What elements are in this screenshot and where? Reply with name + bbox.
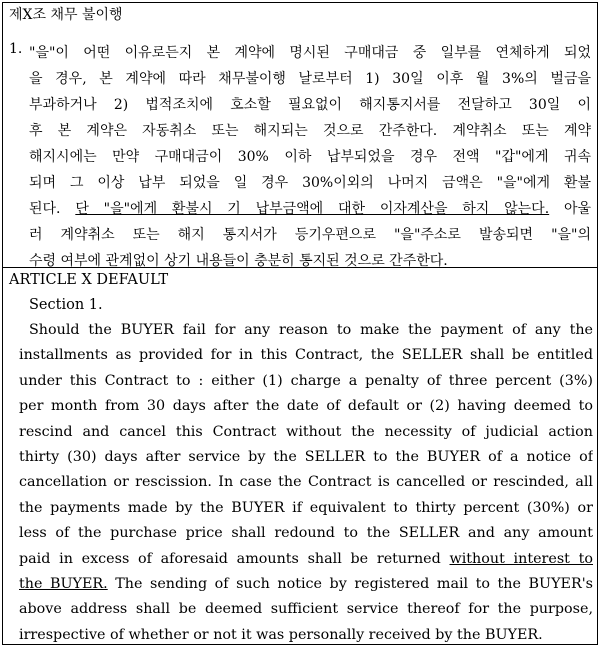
korean-paragraph (29, 40, 591, 274)
korean-line-underlined: 된다. 단 "을"에게 환불시 기 납부금액에 대한 이자계산을 하지 않는다. 아울 (29, 201, 591, 217)
korean-line: 러 계약취소 또는 해지 통지서가 등기우편으로 "을"주소로 발송되면 "을"의 (29, 227, 591, 243)
english-line: cancellation or rescission. In case the Contract is cancelled or rescinded, all (19, 474, 593, 491)
english-section (3, 268, 597, 644)
section-number: Section 1. (29, 297, 103, 313)
english-line: rescind and cancel this Contract without the necessity of judicial action (19, 423, 593, 440)
english-line: above address shall be deemed sufficient service thereof for the purpose, (19, 601, 593, 618)
english-line-underlined: the BUYER. The sending of such notice by registered mail to the BUYER's (19, 575, 593, 592)
underlined-text: 단 "을"에게 환불시 기 납부금액에 대한 이자계산을 하지 않는다. (75, 201, 550, 217)
english-line: under this Contract to : either (1) charge a penalty of three percent (3%) (19, 372, 593, 389)
english-line: irrespective of whether or not it was personally received by the BUYER. (19, 626, 543, 643)
contract-clause-table (2, 2, 598, 645)
korean-item-number: 1. (9, 41, 23, 57)
english-line: per month from 30 days after the date of default or (2) having deemed to (19, 398, 593, 415)
korean-article-title: 제X조 채무 불이행 (9, 7, 123, 23)
korean-section (3, 3, 597, 268)
korean-line: 수령 여부에 관계없이 상기 내용들이 충분히 통지된 것으로 간주한다. (29, 253, 448, 269)
korean-line: 부과하거나 2) 법적조치에 호소할 필요없이 해지통지서를 전달하고 30일 이 (29, 97, 591, 113)
english-line-underlined: paid in excess of aforesaid amounts shall be returned without interest to (19, 550, 593, 567)
korean-line: 을 경우, 본 계약에 따라 채무불이행 날로부터 1) 30일 이후 월 3%의 벌금을 (29, 71, 591, 87)
underlined-text: the BUYER. (19, 575, 108, 592)
korean-line: 해지시에는 만약 구매대금이 30% 이하 납부되었을 경우 전액 "갑"에게 귀속 (29, 149, 591, 165)
korean-line: "을"이 어떤 이유로든지 본 계약에 명시된 구매대금 중 일부를 연체하게 되었 (29, 45, 591, 61)
english-line: installments as provided for in this Contract, the SELLER shall be entitled (19, 347, 593, 364)
korean-line: 되며 그 이상 납부 되었을 일 경우 30%이외의 나머지 금액은 "을"에게 환불 (29, 175, 591, 191)
english-line: Should the BUYER fail for any reason to make the payment of any the (29, 322, 593, 338)
underlined-text: without interest to (449, 550, 593, 567)
english-line: thirty (30) days after service by the SELLER to the BUYER of a notice of (19, 448, 593, 465)
korean-line: 후 본 계약은 자동취소 또는 해지되는 것으로 간주한다. 계약취소 또는 계약 (29, 123, 591, 139)
english-article-title: ARTICLE X DEFAULT (9, 272, 169, 288)
english-paragraph (19, 318, 593, 648)
english-line: less of the purchase price shall redound to the SELLER and any amount (19, 525, 593, 542)
english-line: the payments made by the BUYER if equivalent to thirty percent (30%) or (19, 499, 593, 516)
